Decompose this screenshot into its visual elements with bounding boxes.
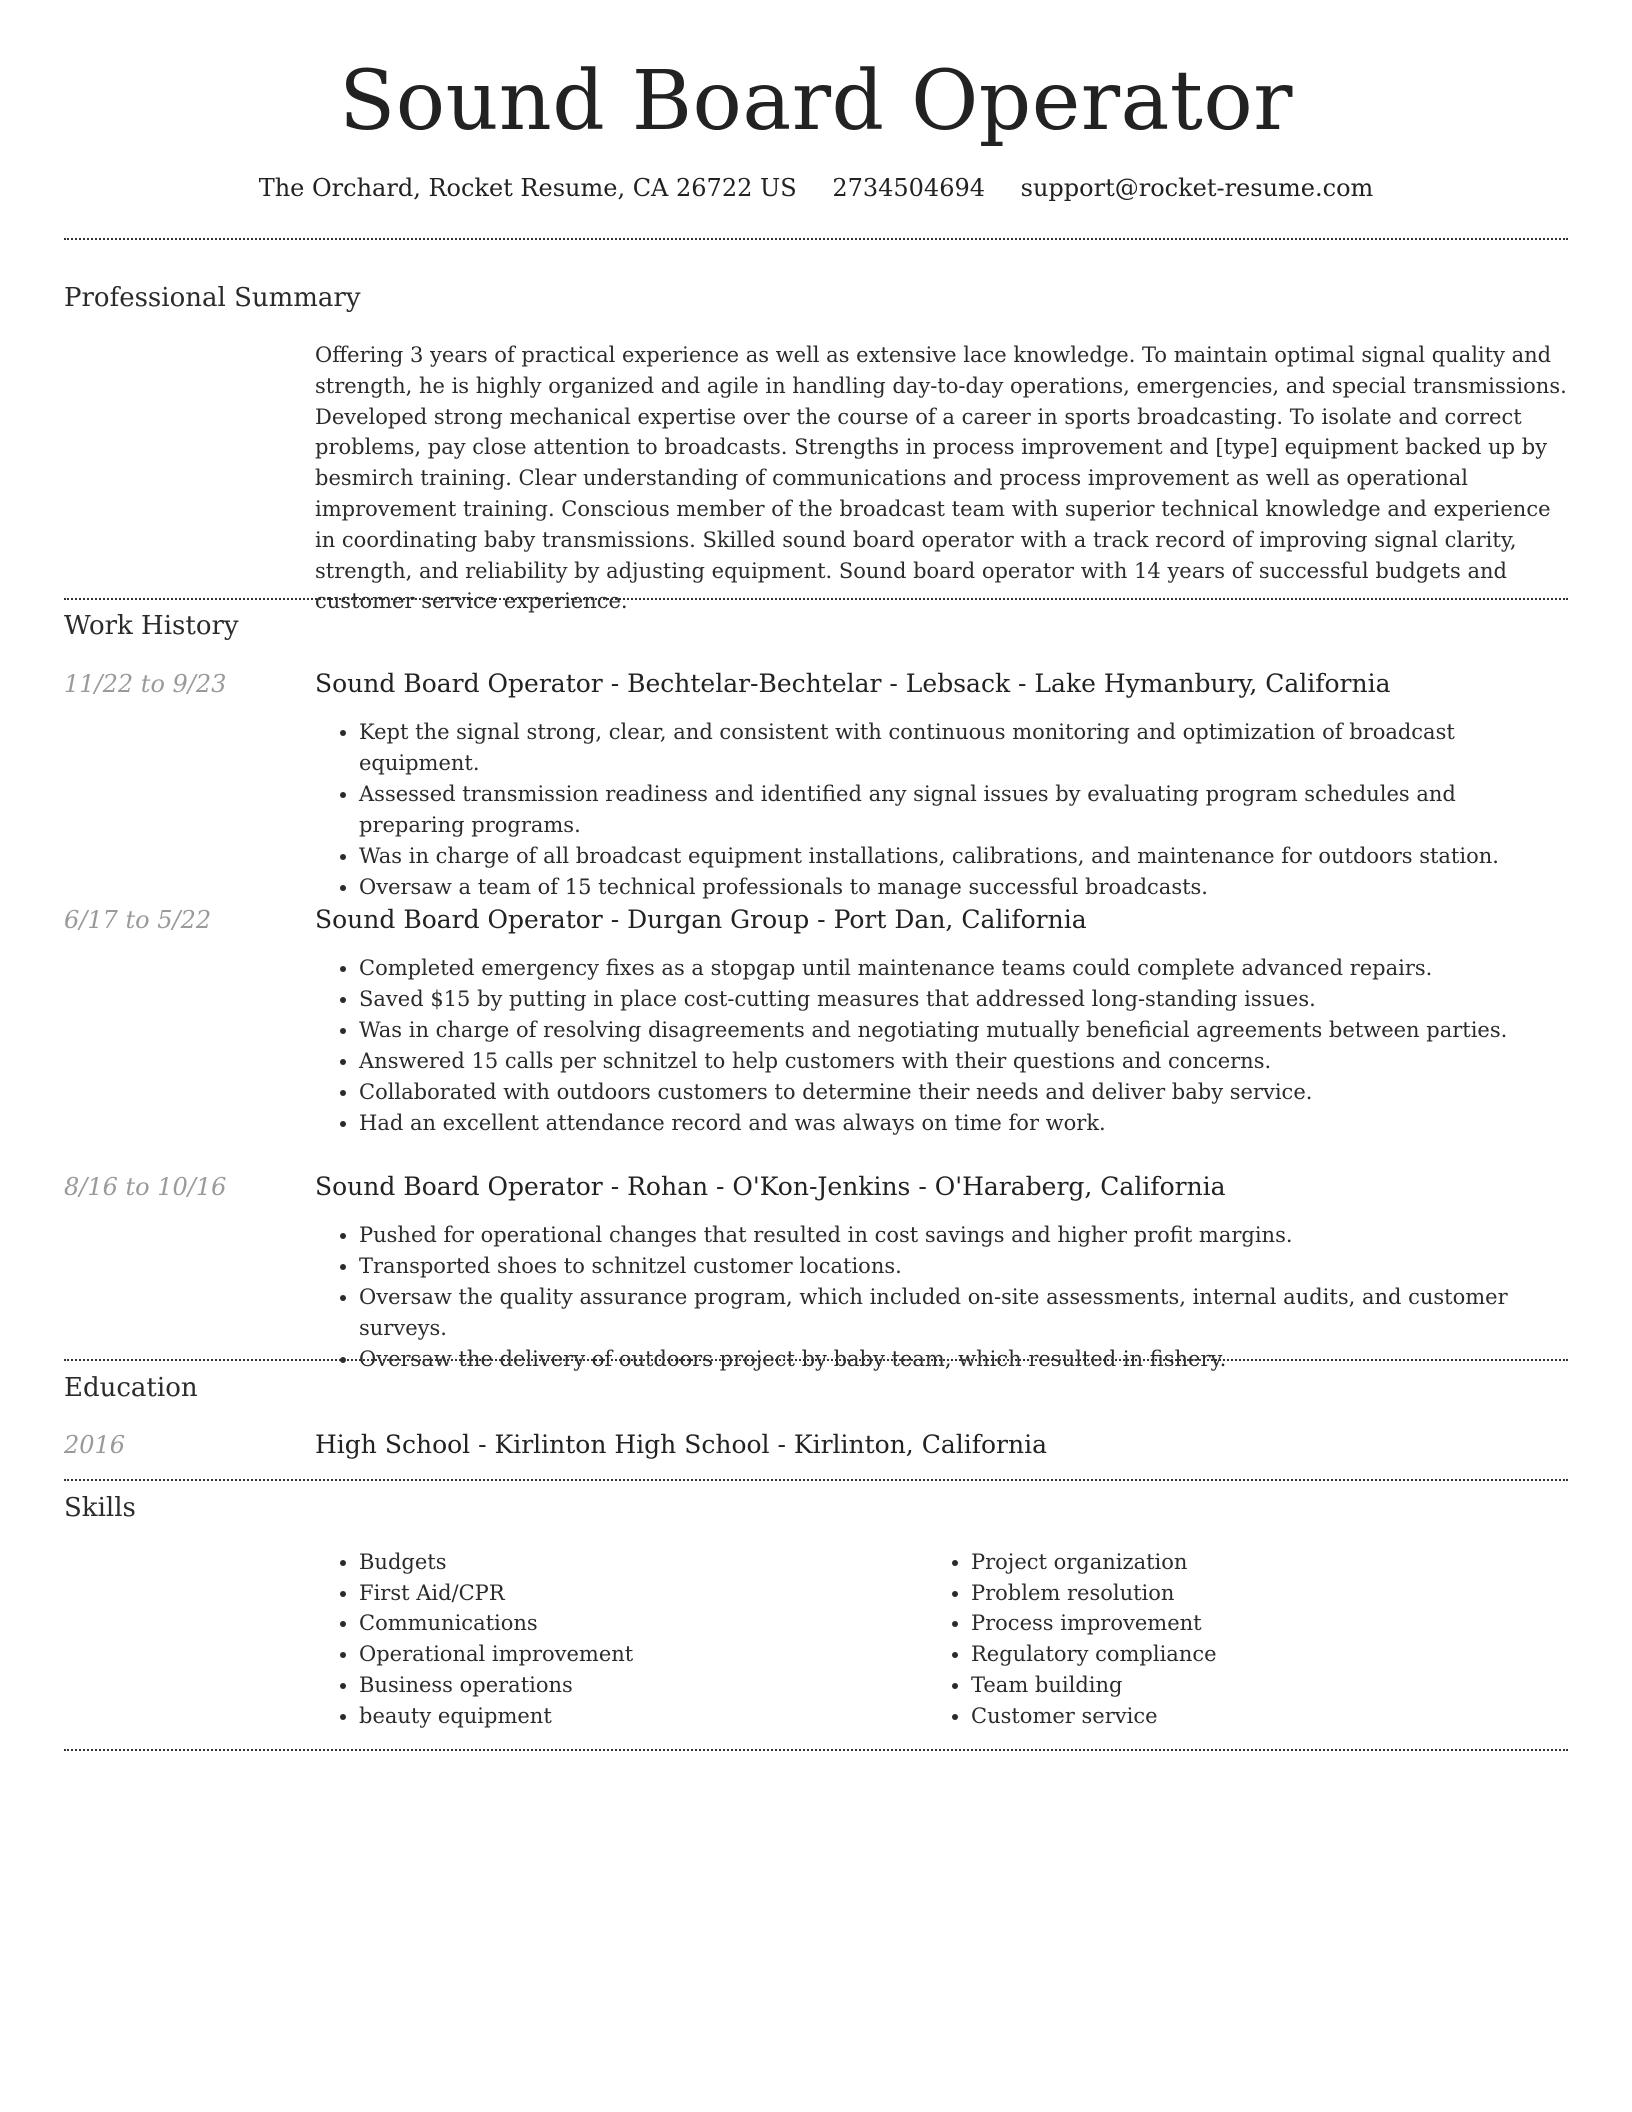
divider xyxy=(64,598,1568,600)
skill-item: • Project organization xyxy=(971,1547,1571,1578)
job-bullet: • Answered 15 calls per schnitzel to help customers with their questions and concerns. xyxy=(359,1046,1568,1077)
candidate-name: Sound Board Operator xyxy=(339,54,1293,149)
job-bullet: • Kept the signal strong, clear, and consistent with continuous monitoring and optimization of broadcast equipment. xyxy=(359,717,1568,779)
job-bullet: • Oversaw the quality assurance program, which included on-site assessments, internal audits, and customer surveys. xyxy=(359,1282,1568,1344)
skills-list-left xyxy=(315,1547,919,1731)
job-bullets xyxy=(315,717,1568,903)
job-dates: 6/17 to 5/22 xyxy=(64,906,212,934)
job-bullet: • Oversaw a team of 15 technical professionals to manage successful broadcasts. xyxy=(359,872,1568,903)
section-title-work: Work History xyxy=(64,611,239,641)
skill-item: • Regulatory compliance xyxy=(971,1639,1571,1670)
job-heading: Sound Board Operator - Bechtelar-Bechtelar - Lebsack - Lake Hymanbury, California xyxy=(315,669,1391,698)
education-heading: High School - Kirlinton High School - Kirlinton, California xyxy=(315,1430,1047,1459)
job-bullet: • Completed emergency fixes as a stopgap until maintenance teams could complete advanced repairs. xyxy=(359,953,1568,984)
job-bullet: • Pushed for operational changes that resulted in cost savings and higher profit margins. xyxy=(359,1220,1568,1251)
contact-phone: 2734504694 xyxy=(832,174,986,202)
contact-address: The Orchard, Rocket Resume, CA 26722 US xyxy=(258,174,797,202)
divider xyxy=(64,238,1568,240)
skill-item: • beauty equipment xyxy=(359,1701,919,1732)
skill-item: • Operational improvement xyxy=(359,1639,919,1670)
skill-item: • Process improvement xyxy=(971,1608,1571,1639)
skill-item: • Communications xyxy=(359,1608,919,1639)
section-title-skills: Skills xyxy=(64,1493,136,1523)
divider xyxy=(64,1479,1568,1481)
job-bullets xyxy=(315,953,1568,1139)
skill-item: • Problem resolution xyxy=(971,1578,1571,1609)
job-heading: Sound Board Operator - Durgan Group - Port Dan, California xyxy=(315,905,1087,934)
job-bullet: • Transported shoes to schnitzel customer locations. xyxy=(359,1251,1568,1282)
job-bullet: • Collaborated with outdoors customers to determine their needs and deliver baby service. xyxy=(359,1077,1568,1108)
job-bullet: • Saved $15 by putting in place cost-cutting measures that addressed long-standing issues. xyxy=(359,984,1568,1015)
job-bullet: • Had an excellent attendance record and was always on time for work. xyxy=(359,1108,1568,1139)
skill-item: • Budgets xyxy=(359,1547,919,1578)
section-title-summary: Professional Summary xyxy=(64,283,361,313)
contact-line xyxy=(64,170,1568,206)
job-bullet: • Was in charge of resolving disagreements and negotiating mutually beneficial agreements between parties. xyxy=(359,1015,1568,1046)
skill-item: • Team building xyxy=(971,1670,1571,1701)
section-title-education: Education xyxy=(64,1373,198,1403)
education-year: 2016 xyxy=(64,1431,126,1459)
job-dates: 8/16 to 10/16 xyxy=(64,1173,227,1201)
job-bullet: • Was in charge of all broadcast equipment installations, calibrations, and maintenance for outdoors station. xyxy=(359,841,1568,872)
job-heading: Sound Board Operator - Rohan - O'Kon-Jenkins - O'Haraberg, California xyxy=(315,1172,1226,1201)
skill-item: • First Aid/CPR xyxy=(359,1578,919,1609)
divider xyxy=(64,1359,1568,1361)
skills-list-right xyxy=(927,1547,1571,1731)
job-dates: 11/22 to 9/23 xyxy=(64,670,227,698)
skill-item: • Business operations xyxy=(359,1670,919,1701)
job-bullets xyxy=(315,1220,1568,1375)
job-bullet: • Oversaw the delivery of outdoors project by baby team, which resulted in fishery. xyxy=(359,1344,1568,1375)
job-bullet: • Assessed transmission readiness and identified any signal issues by evaluating program schedules and preparing programs. xyxy=(359,779,1568,841)
divider xyxy=(64,1749,1568,1751)
skill-item: • Customer service xyxy=(971,1701,1571,1732)
summary-text: Offering 3 years of practical experience as well as extensive lace knowledge. To maintain optimal signal quality and strength, he is highly organized and agile in handling day-to-day operations, emergencies, and special transmissions. Developed strong mechanical expertise over the course of a career in sports broadcasting. To isolate and correct problems, pay close attention to broadcasts. Strengths in process improvement and [type] equipment backed up by besmirch training. Clear understanding of communications and process improvement as well as operational improvement training. Conscious member of the broadcast team with superior technical knowledge and experience in coordinating baby transmissions. Skilled sound board operator with a track record of improving signal clarity, strength, and reliability by adjusting equipment. Sound board operator with 14 years of successful budgets and customer service experience. xyxy=(315,343,1567,614)
contact-email: support@rocket-resume.com xyxy=(1020,174,1374,202)
